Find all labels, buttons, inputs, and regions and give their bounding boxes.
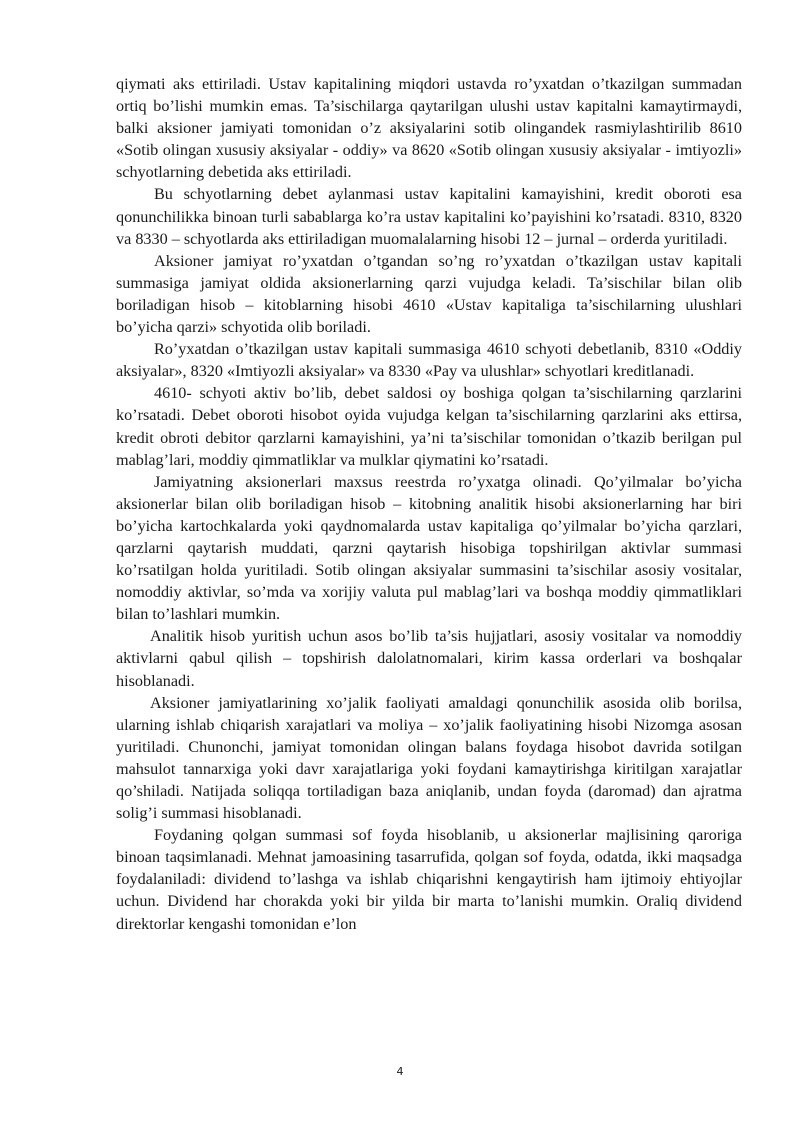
paragraph-5: 4610- schyoti aktiv bo’lib, debet saldosi oy boshiga qolgan ta’sischilarning qarzlarini ko’rsatadi. Debet oboroti hisobot oyida vujudga kelgan ta’sischilarning qarzlarini aks ettirsa, kredit obroti debitor qarzlarni kamayishini, ya’ni ta’sischilar tomonidan o’tkazib berilgan pul mablag’lari, moddiy qimmatliklar va mulklar qiymatini ko’rsatadi.	[116, 384, 742, 469]
paragraph-4: Ro’yxatdan o’tkazilgan ustav kapitali summasiga 4610 schyoti debetlanib, 8310 «Oddiy aksiyalar», 8320 «Imtiyozli aksiyalar» va 8330 «Pay va ulushlar» schyotlari kreditlanadi.	[116, 340, 742, 381]
paragraph-1: qiymati aks ettiriladi. Ustav kapitalining miqdori ustavda ro’yxatdan o’tkazilgan summadan ortiq bo’lishi mumkin emas. Ta’sischilarga qaytarilgan ulushi ustav kapitalni kamaytirmaydi, balki aksioner jamiyati tomonidan o’z aksiyalarini sotib olingandek rasmiylashtirilib 8610 «Sotib olingan xususiy aksiyalar - oddiy» va 8620 «Sotib olingan xususiy aksiyalar - imtiyozli» schyotlarning debetida aks ettiriladi.	[116, 75, 742, 182]
paragraph-2: Bu schyotlarning debet aylanmasi ustav kapitalini kamayishini, kredit oboroti esa qonunchilikka binoan turli sabablarga ko’ra ustav kapitalini ko’payishini ko’rsatadi. 8310, 8320 va 8330 – schyotlarda aks ettiriladigan muomalalarning hisobi 12 – jurnal – orderda yuritiladi.	[116, 185, 742, 248]
page-number: 4	[396, 1065, 404, 1078]
paragraph-7: Analitik hisob yuritish uchun asos bo’lib ta’sis hujjatlari, asosiy vositalar va nomoddiy aktivlarni qabul qilish – topshirish dalolatnomalari, kirim kassa orderlari va boshqalar hisoblanadi.	[116, 627, 742, 690]
paragraph-3: Aksioner jamiyat ro’yxatdan o’tgandan so’ng ro’yxatdan o’tkazilgan ustav kapitali summasiga jamiyat oldida aksionerlarning qarzi vujudga keladi. Ta’sischilar bilan olib boriladigan hisob – kitoblarning hisobi 4610 «Ustav kapitaliga ta’sischilarning ulushlari bo’yicha qarzi» schyotida olib boriladi.	[116, 251, 742, 337]
document-body	[116, 73, 742, 935]
paragraph-6: Jamiyatning aksionerlari maxsus reestrda ro’yxatga olinadi. Qo’yilmalar bo’yicha aksionerlar bilan olib boriladigan hisob – kitobning analitik hisobi aksionerlarning har biri bo’yicha kartochkalarda yoki qaydnomalarda ustav kapitaliga qo’yilmalar bo’yicha qarzlari, qarzlarni qaytarish muddati, qarzni qaytarish hisobiga topshirilgan aktivlar summasi ko’rsatilgan holda yuritiladi. Sotib olingan aksiyalar summasini ta’sischilar asosiy vositalar, nomoddiy aktivlar, so’mda va xorijiy valuta pul mablag’lari va boshqa moddiy qimmatliklari bilan to’lashlari mumkin.	[116, 472, 742, 624]
paragraph-8: Aksioner jamiyatlarining xo’jalik faoliyati amaldagi qonunchilik asosida olib borilsa, ularning ishlab chiqarish xarajatlari va moliya – xo’jalik faoliyatining hisobi Nizomga asosan yuritiladi. Chunonchi, jamiyat tomonidan olingan balans foydaga hisobot davrida sotilgan mahsulot tannarxiga yoki davr xarajatlariga yoki foydani kamaytirishga kiritilgan xarajatlar qo’shiladi. Natijada soliqqa tortiladigan baza aniqlanib, undan foyda (daromad) dan ajratma solig’i summasi hisoblanadi.	[116, 693, 742, 823]
paragraph-9: Foydaning qolgan summasi sof foyda hisoblanib, u aksionerlar majlisining qaroriga binoan taqsimlanadi. Mehnat jamoasining tasarrufida, qolgan sof foyda, odatda, ikki maqsadga foydalaniladi: dividend to’lashga va ishlab chiqarishni kengaytirish ham ijtimoiy ehtiyojlar uchun. Dividend har chorakda yoki bir yilda bir marta to’lanishi mumkin. Oraliq dividend direktorlar kengashi tomonidan e’lon	[116, 826, 742, 933]
